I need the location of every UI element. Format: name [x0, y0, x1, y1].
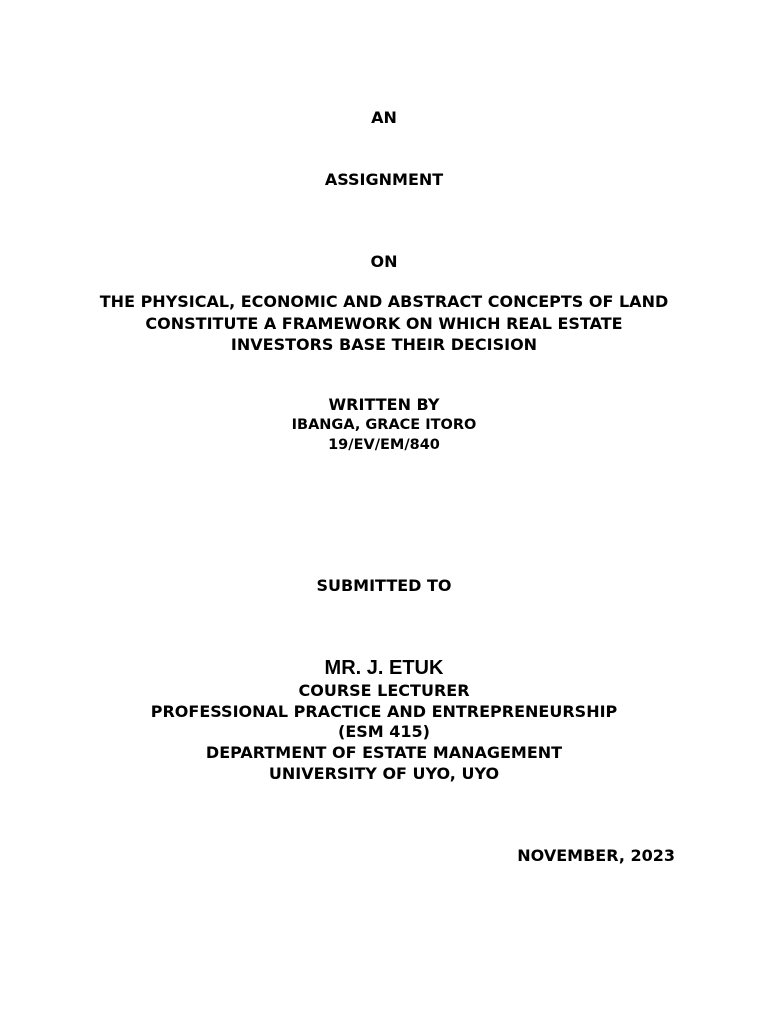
written-by-label: WRITTEN BY: [328, 395, 440, 414]
course-code: (ESM 415): [338, 722, 430, 741]
university: UNIVERSITY OF UYO, UYO: [268, 764, 500, 783]
heading-on: ON: [370, 252, 398, 271]
lecturer-role: COURSE LECTURER: [298, 681, 470, 700]
title-line-1: THE PHYSICAL, ECONOMIC AND ABSTRACT CONCEPTS OF LAND: [99, 292, 669, 311]
submission-date: NOVEMBER, 2023: [517, 846, 675, 865]
submitted-to-label: SUBMITTED TO: [316, 576, 452, 595]
lecturer-name: MR. J. ETUK: [324, 657, 444, 679]
course-title: PROFESSIONAL PRACTICE AND ENTREPRENEURSHIP: [150, 702, 618, 721]
title-line-3: INVESTORS BASE THEIR DECISION: [230, 335, 538, 354]
heading-assignment: ASSIGNMENT: [324, 170, 444, 189]
title-line-2: CONSTITUTE A FRAMEWORK ON WHICH REAL ESTATE: [145, 314, 623, 333]
heading-an: AN: [371, 108, 397, 127]
department: DEPARTMENT OF ESTATE MANAGEMENT: [205, 743, 563, 762]
author-reg-no: 19/EV/EM/840: [328, 437, 440, 453]
author-name: IBANGA, GRACE ITORO: [291, 417, 477, 433]
